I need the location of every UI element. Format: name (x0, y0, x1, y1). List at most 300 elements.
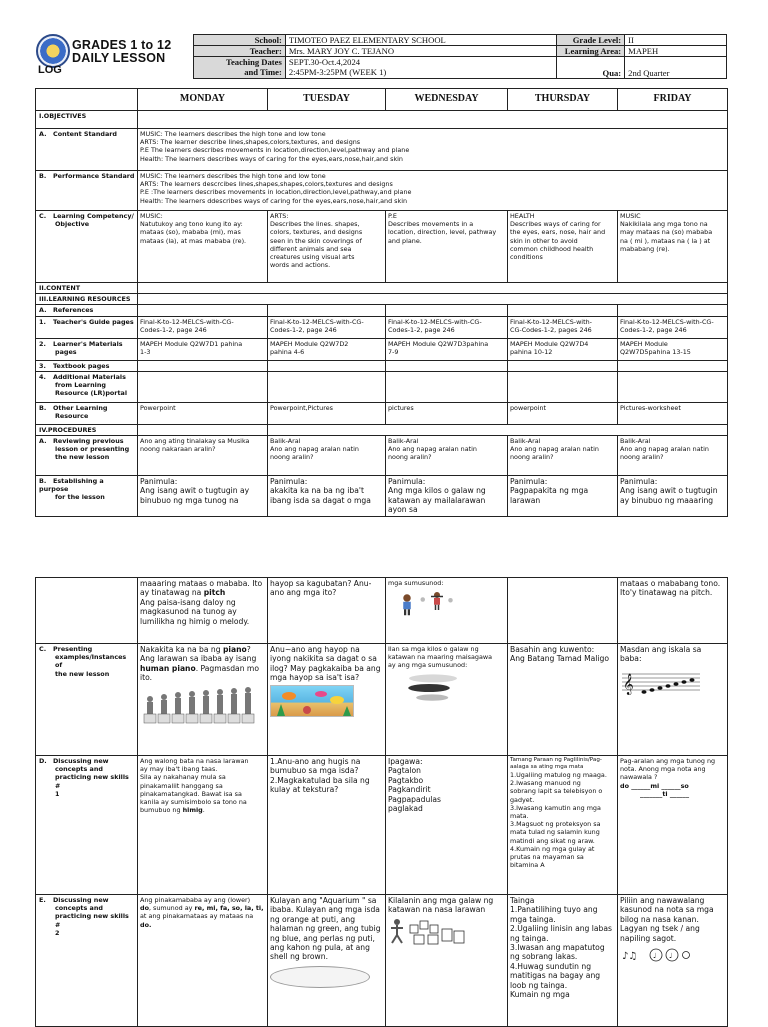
dates-value-line1: SEPT.30-Oct.4,2024 (288, 57, 361, 67)
text-line: lumilikha ng himig o melody. (140, 616, 250, 626)
label-text: Performance Standard (53, 172, 135, 180)
section-procedures: IV.PROCEDURES (36, 424, 138, 435)
text-line: Describes movements in a (388, 220, 474, 229)
text-line: Tamang Paraan ng Paglilinis/Pag- (510, 757, 602, 763)
lesson-plan-table-top (35, 88, 728, 517)
text-line: Codes-1-2, page 246 (388, 325, 455, 334)
text-line: magkasunod na tunog ay (140, 607, 237, 617)
purpose-cont-wednesday (386, 578, 508, 644)
grade-value: II (625, 35, 727, 46)
text-line: colors, textures, and designs (270, 228, 363, 237)
num: 4. (39, 372, 46, 381)
text-span: Nakakita ka na ba ng (140, 645, 221, 654)
text-line: ito. (140, 673, 153, 683)
dates-value (285, 57, 556, 79)
text-line: MAPEH Module Q2W7D4 (510, 339, 589, 348)
text-line: Pagtalon (388, 766, 421, 776)
review-monday (138, 436, 268, 476)
label-text: Resource (LR)portal (55, 389, 128, 398)
text-line: iyong nakikita sa dagat o sa (270, 654, 377, 664)
text-line: Final-K-to-12-MELCS-with- (510, 317, 592, 326)
num: 2. (39, 339, 46, 348)
text-line: may mataas na (so) mababa (620, 228, 713, 237)
text-line: ng blue, ang perlas ng puti, (270, 933, 375, 943)
text-line: Describes ways of caring for (510, 220, 601, 229)
text-line: Ano ang napag aralan natin (270, 445, 359, 454)
performance-standard-cell (138, 171, 728, 211)
label-other-resources (36, 402, 138, 424)
section-objectives: I.OBJECTIVES (36, 111, 138, 129)
label-textbook (36, 360, 138, 371)
school-value: TIMOTEO PAEZ ELEMENTARY SCHOOL (285, 35, 556, 46)
other-resource-wednesday: pictures (386, 402, 508, 424)
day-thursday: THURSDAY (508, 89, 618, 111)
discussing1-monday (138, 756, 268, 895)
objectives-blank (138, 111, 728, 129)
content-standard-line: ARTS: The learner describe lines,shapes,colors,textures, and designs (140, 138, 361, 147)
label-content-standard (36, 129, 138, 171)
text-line: bitamina A (510, 861, 545, 870)
text-line: ng sobrang lakas. (510, 952, 578, 962)
text-line: Ano ang ating tinalakay sa Musika (140, 437, 250, 446)
discussing2-wednesday (386, 895, 508, 1027)
text-line: loob ng tainga. (510, 980, 568, 990)
lm-monday (138, 338, 268, 360)
text-line: baba: (620, 654, 642, 664)
label-text: Establishing a purpose (39, 477, 104, 494)
num: A. (39, 306, 47, 315)
text-line: mataas o mababang tono. (620, 579, 721, 588)
content-standard-line: MUSIC: The learners describes the high tone and low tone (140, 130, 326, 138)
header-info-table (193, 34, 727, 79)
label-text: the new lesson (55, 669, 110, 678)
label-text: pages (55, 347, 77, 356)
competency-monday (138, 211, 268, 283)
bold-word: re, mi, fa, so, la, ti, (194, 904, 264, 913)
presenting-monday (138, 644, 268, 756)
form-title (72, 39, 171, 65)
text-line: pinakamatangkad. Bawat isa sa (140, 789, 242, 798)
label-teachers-guide (36, 316, 138, 338)
text-line: ilog? May pagkakaiba ba ang (270, 663, 381, 673)
label-additional-materials (36, 371, 138, 402)
label-text: Discussing new (53, 896, 109, 904)
text-line: mababang (re). (620, 244, 670, 253)
competency-friday (618, 211, 728, 283)
label-text: examples/Instances of (55, 653, 127, 670)
other-resource-monday: Powerpoint (138, 402, 268, 424)
discussing2-tuesday (268, 895, 386, 1027)
text-line: mata. (510, 812, 529, 821)
text-line: binubuo ng mga tunog na (140, 495, 239, 505)
label-presenting (36, 644, 138, 756)
empty-cell (386, 305, 508, 316)
text-line: 3.Iwasang kamutin ang mga (510, 803, 601, 812)
review-wednesday (386, 436, 508, 476)
text-line: Final-K-to-12-MELCS-with-CG- (140, 317, 234, 326)
text-line: mga tainga. (510, 914, 556, 924)
text-line: kanila ay sumisimbolo sa tono na (140, 798, 247, 807)
text-line: Ang walong bata na nasa larawan (140, 757, 249, 765)
num: A. (39, 437, 47, 446)
text-line: na ( mi ), mataas na ( la ) at (620, 236, 711, 245)
text-line: katawan ay mailalarawan ayon sa (388, 495, 486, 515)
page-gap (0, 520, 768, 575)
empty-cell (268, 371, 386, 402)
text-line: Anu~ano ang hayop na (270, 645, 360, 654)
resources-blank (138, 294, 728, 305)
text-line (140, 921, 265, 929)
tg-wednesday (386, 316, 508, 338)
text-line: katawan na maaring maisagawa (388, 653, 493, 662)
text-line: Describes the lines. shapes, (270, 220, 360, 229)
label-text: Resource (55, 412, 89, 421)
content-standard-cell (138, 129, 728, 171)
text-line: Kilalanin ang mga galaw ng (388, 896, 494, 905)
content-standard-line: P.E The learners describes movements in location,direction,level,pathway and plane (140, 146, 410, 155)
label-competency (36, 211, 138, 283)
tg-tuesday (268, 316, 386, 338)
text-line: HEALTH (510, 212, 535, 220)
num: C. (39, 212, 47, 220)
text-line (140, 664, 265, 673)
text-line: Tainga (510, 896, 535, 905)
text-line: Ang isang awit o tugtugin ay (140, 486, 250, 496)
text-line: 3.Magsuot ng proteksyon sa (510, 820, 601, 829)
empty-cell (508, 360, 618, 371)
text-line: ano ang mga ito? (270, 588, 337, 598)
label-learners-materials (36, 338, 138, 360)
text-line: Pagkandirit (388, 785, 431, 795)
text-line: at ang pinakamataas ay mataas na (140, 912, 254, 921)
text-line: Basahin ang kuwento: (510, 645, 595, 654)
svg-text:♩: ♩ (669, 952, 673, 961)
sea-creatures-drawing (271, 686, 355, 718)
lm-wednesday (386, 338, 508, 360)
text-line: Nakakita ka na ba ng piano? (140, 645, 251, 654)
label-discussing-2 (36, 895, 138, 1027)
school-label: School: (194, 35, 286, 46)
presenting-tuesday (268, 644, 386, 756)
title-line-1: GRADES 1 to 12 (72, 38, 172, 52)
text-line: Ito'y tinatawag na pitch. (620, 588, 713, 598)
text-line: pahina 10-12 (510, 347, 553, 356)
empty-cell (138, 305, 268, 316)
text-line: gadyet. (510, 795, 535, 804)
text-line: MUSIC: (140, 212, 163, 220)
empty-cell (386, 371, 508, 402)
text-line: Ilan sa mga kilos o galaw ng (388, 645, 479, 653)
text-line: Ano ang napag aralan natin (620, 445, 709, 454)
review-tuesday (268, 436, 386, 476)
text-line: Final-K-to-12-MELCS-with-CG- (388, 317, 482, 326)
label-text: practicing new skills # (55, 773, 129, 790)
text-line (140, 588, 265, 597)
deped-seal-logo (36, 34, 70, 68)
competency-thursday (508, 211, 618, 283)
text-line: mga hayop sa isa't isa? (270, 673, 360, 683)
day-tuesday: TUESDAY (268, 89, 386, 111)
text-line: Balik-Aral (620, 437, 651, 446)
label-text: Content Standard (53, 130, 117, 138)
tg-thursday (508, 316, 618, 338)
text-line: 1-3 (140, 347, 151, 356)
label-discussing-1 (36, 756, 138, 895)
title-line-3: LOG (38, 64, 62, 76)
num: B. (39, 403, 47, 412)
text-line: Codes-1-2, page 246 (140, 325, 207, 334)
bold-word: piano (222, 645, 247, 654)
tg-monday (138, 316, 268, 338)
purpose-tuesday (268, 476, 386, 517)
dates-label (194, 57, 286, 79)
missing-notes-line: do ______mi ______so (620, 781, 689, 790)
section-resources: III.LEARNING RESOURCES (36, 294, 138, 305)
text-line: 1.Panatilihing tuyo ang (510, 905, 598, 915)
teacher-label: Teacher: (194, 46, 286, 57)
label-text: for the lesson (55, 493, 105, 502)
text-line: napiling sagot. (620, 933, 677, 943)
text-line: paglakad (388, 804, 423, 814)
text-line: bilog na nasa kanan. (620, 914, 699, 924)
text-line: akakita ka na ba ng iba't (270, 486, 364, 496)
text-line: 4.Huwag sundutin ng (510, 961, 592, 971)
text-line: Panimula: (270, 477, 308, 487)
text-line: conditions (510, 253, 543, 262)
text-line: kulay at tekstura? (270, 785, 339, 795)
text-line: Final-K-to-12-MELCS-with-CG- (620, 317, 714, 326)
purpose-cont-tuesday (268, 578, 386, 644)
text-line: prutas na mayaman sa (510, 853, 584, 862)
text-line: noong aralin? (270, 453, 314, 462)
purpose-cont-monday (138, 578, 268, 644)
text-line: Natutukoy ang tono kung ito ay: (140, 220, 243, 229)
review-friday (618, 436, 728, 476)
text-line: Balik-Aral (510, 437, 541, 446)
text-line: Pagpapadulas (388, 794, 442, 804)
text-line: matitigas na bagay ang (510, 971, 601, 981)
label-text: concepts and (55, 904, 103, 913)
label-text: Other Learning (53, 403, 108, 412)
other-resource-tuesday: Powerpoint,Pictures (268, 402, 386, 424)
label-text: lesson or presenting (55, 445, 130, 454)
text-line: mataas (la), at mas mababa (re). (140, 236, 247, 245)
text-line: P.E (388, 212, 397, 220)
text-line: ng orange at puti, ang (270, 914, 356, 924)
text-span: . Pagmasdan mo (195, 663, 259, 673)
performance-standard-line: P.E :The learners describes movements in location,direction,level,pathway,and plane (140, 188, 412, 197)
text-line: aalaga sa ating mga mata (510, 764, 584, 770)
text-line: Ano ang napag aralan natin (510, 445, 599, 454)
purpose-friday (618, 476, 728, 517)
label-text: References (53, 306, 94, 315)
note-choice-circles-picture (620, 945, 690, 965)
label-text: practicing new skills # (55, 912, 129, 929)
discussing1-friday (618, 756, 728, 895)
text-line: Kumain ng mga (510, 990, 570, 1000)
text-line: Final-K-to-12-MELCS-with-CG- (270, 317, 364, 326)
text-line: Pagpapakita ng mga (510, 486, 589, 496)
text-line: Ang isang awit o tugtugin (620, 486, 718, 496)
missing-notes-line: _______ti ______ (640, 789, 690, 798)
empty-cell (618, 360, 728, 371)
text-line: Codes-1-2, page 246 (270, 325, 337, 334)
text-line: MAPEH Module Q2W7D3pahina (388, 339, 489, 348)
text-line: mata tulad ng salamin kung (510, 828, 600, 837)
text-line: CG-Codes-1-2, pages 246 (510, 325, 592, 334)
content-standard-line: Health: The learners describes ways of caring for the eyes,ears,nose,hair,and skin (140, 154, 403, 163)
human-piano-picture (140, 685, 260, 725)
day-monday: MONDAY (138, 89, 268, 111)
text-line: Q2W7D5pahina 13-15 (620, 347, 691, 356)
text-line: Nakikilala ang mga tono na (620, 220, 708, 229)
dates-value-line2: 2:45PM-3:25PM (WEEK 1) (288, 67, 387, 77)
text-line: ay may iba't ibang taas. (140, 765, 218, 774)
discussing2-friday (618, 895, 728, 1027)
presenting-thursday (508, 644, 618, 756)
text-span: , sumunod ay (148, 904, 193, 913)
area-label: Learning Area: (557, 46, 625, 57)
sea-creatures-picture (270, 685, 354, 717)
other-resource-friday: Pictures-worksheet (618, 402, 728, 424)
discussing1-tuesday (268, 756, 386, 895)
day-friday: FRIDAY (618, 89, 728, 111)
text-line: 3.Iwasan ang mapatutog (510, 943, 605, 953)
procedures-blank (268, 424, 728, 435)
text-line: larawan (510, 495, 541, 505)
title-line-2: DAILY LESSON (72, 51, 166, 65)
empty-cell (138, 371, 268, 402)
text-line: shell ng brown. (270, 952, 328, 962)
music-scale-staff-picture (620, 666, 702, 696)
text-line: halaman ng green, ang tubig (270, 924, 381, 934)
text-line: the eyes, ears, nose, hair and (510, 228, 606, 237)
svg-text:♪♫: ♪♫ (622, 951, 638, 963)
text-line: Ang mga kilos o galaw ng (388, 486, 486, 496)
quarter-value: 2nd Quarter (625, 57, 727, 79)
text-line (140, 896, 265, 904)
label-text: Additional Materials (53, 372, 126, 381)
text-line: sobrang lapit sa telebisyon o (510, 787, 603, 796)
label-text: Presenting (53, 645, 93, 653)
text-line: Lagyan ng tsek / ang (620, 924, 700, 934)
text-line: Pagtakbo (388, 775, 424, 785)
text-line: Piliin ang nawawalang (620, 896, 705, 905)
text-line: 1.Ugaliing matulog ng maaga. (510, 771, 607, 779)
empty-cell (386, 360, 508, 371)
purpose-cont-label (36, 578, 138, 644)
text-line: Panimula: (140, 477, 178, 487)
text-line: noong aralin? (510, 453, 554, 462)
bold-word: himig (182, 806, 203, 815)
presenting-friday (618, 644, 728, 756)
text-line (140, 904, 265, 912)
text-line: katawan na nasa larawan (388, 905, 486, 915)
empty-cell (618, 305, 728, 316)
svg-text:𝄞: 𝄞 (623, 673, 634, 695)
text-line: bumubuo sa mga isda? (270, 766, 359, 776)
tg-friday (618, 316, 728, 338)
text-line: Ang Batang Tamad Maligo (510, 654, 609, 664)
label-text: 2 (55, 928, 60, 937)
quarter-label: Qua: (557, 57, 625, 79)
text-line: maaaring mataas o mababa. Ito (140, 579, 263, 588)
num: D. (39, 757, 47, 765)
text-line: Codes-1-2, page 246 (620, 325, 687, 334)
empty-cell (508, 305, 618, 316)
purpose-monday (138, 476, 268, 517)
text-line: MAPEH Module (620, 339, 668, 348)
review-thursday (508, 436, 618, 476)
text-line: Ang paisa-isang daloy ng (140, 597, 236, 607)
text-line: location, direction, level, pathway (388, 228, 497, 237)
text-line: Panimula: (510, 477, 548, 487)
text-span: ay tinatawag na (140, 588, 202, 598)
text-line: pinakamaliit hanggang sa (140, 781, 223, 790)
lm-tuesday (268, 338, 386, 360)
purpose-cont-thursday (508, 578, 618, 644)
label-text: Objective (55, 220, 90, 229)
purpose-thursday (508, 476, 618, 517)
competency-tuesday (268, 211, 386, 283)
text-line: words and actions. (270, 261, 331, 270)
label-text: from Learning (55, 381, 106, 390)
text-line: different animals and sea (270, 244, 352, 253)
competency-wednesday (386, 211, 508, 283)
text-line: and plane. (388, 236, 422, 245)
discussing1-thursday (508, 756, 618, 895)
num: B. (39, 477, 47, 486)
text-line: noong aralin? (620, 453, 664, 462)
text-line: Ang larawan sa ibaba ay isang (140, 654, 257, 664)
num: E. (39, 896, 46, 904)
num: C. (39, 645, 47, 653)
text-line: Sila ay nakahanay mula sa (140, 773, 226, 782)
text-line: hayop sa kagubatan? Anu- (270, 579, 372, 588)
text-line: 1.Anu-ano ang hugis na (270, 757, 361, 766)
text-line: 7-9 (388, 347, 399, 356)
num: 1. (39, 317, 46, 326)
content-blank (138, 283, 728, 294)
purpose-wednesday (386, 476, 508, 517)
text-line: 2.Iwasang manuod ng (510, 779, 581, 788)
section-content: II.CONTENT (36, 283, 138, 294)
body-movement-figures-picture (388, 589, 468, 619)
label-text: concepts and (55, 765, 103, 774)
bold-word: pitch (203, 588, 226, 598)
lm-friday (618, 338, 728, 360)
text-span: Ang pinakamababa ay ang (lower) (140, 896, 251, 904)
other-resource-thursday: powerpoint (508, 402, 618, 424)
discussing2-monday (138, 895, 268, 1027)
text-line: Ipagawa: (388, 757, 423, 766)
text-line: pahina 4-6 (270, 347, 305, 356)
text-line: mga sumusunod: (388, 579, 444, 587)
text-line: noong aralin? (388, 453, 432, 462)
bold-word: do. (140, 920, 152, 929)
num: B. (39, 172, 47, 180)
text-line: Ano ang napag aralan natin (388, 445, 477, 454)
text-line: Kulayan ang "Aquarium " sa (270, 896, 377, 905)
lesson-log-page-2 (0, 575, 768, 1024)
text-line: 2.Ugaliing linisin ang labas (510, 924, 612, 934)
discussing2-thursday (508, 895, 618, 1027)
purpose-cont-friday (618, 578, 728, 644)
body-movements-worksheet-picture (388, 917, 468, 947)
label-references (36, 305, 138, 316)
text-line: ibaba. Kulayan ang mga isda (270, 905, 380, 915)
label-text: Learning Competency/ (53, 212, 134, 220)
